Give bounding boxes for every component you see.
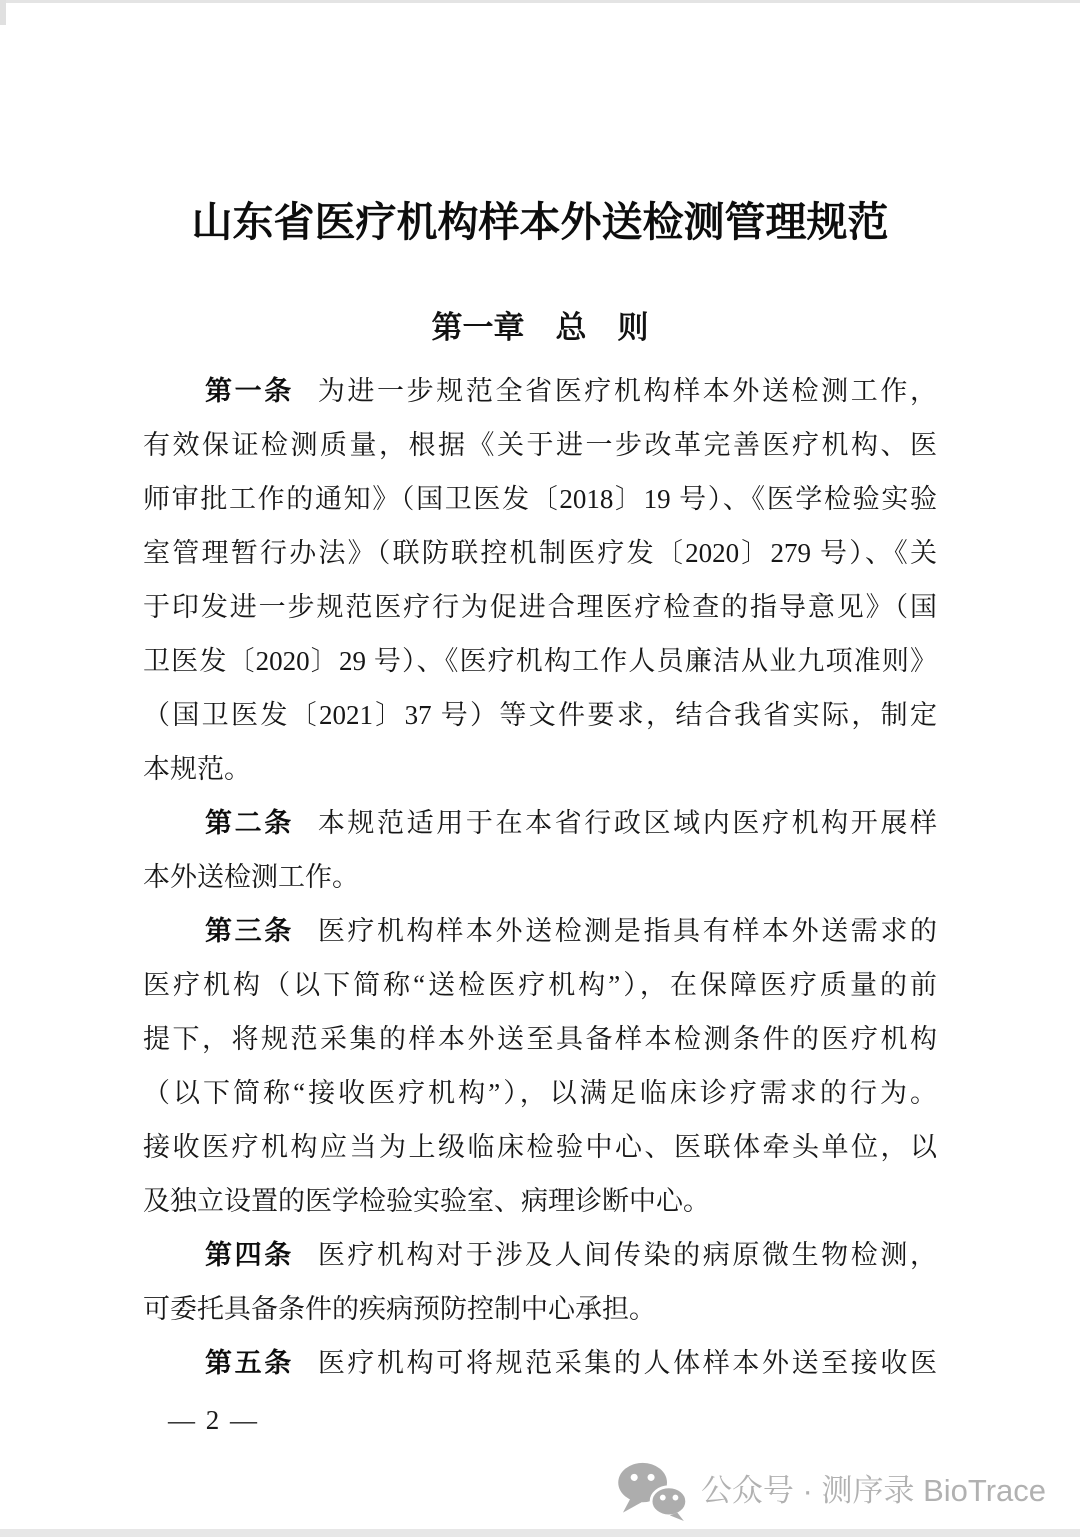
body-line: [143, 1066, 937, 1120]
body-line: [143, 1228, 937, 1282]
top-edge-strip: [0, 0, 1080, 3]
wechat-logo-icon: [616, 1461, 688, 1521]
line-text: 接收医疗机构应当为上级临床检验中心、医联体牵头单位，以: [143, 1132, 937, 1162]
body-line: [143, 796, 937, 850]
body-line: [143, 634, 937, 688]
body-line: [143, 688, 937, 742]
line-text: 为进一步规范全省医疗机构样本外送检测工作，: [317, 376, 937, 406]
body-line: [143, 958, 937, 1012]
line-text: 本外送检测工作。: [143, 862, 359, 892]
watermark-label: 公众号 · 测序录 BioTrace: [700, 1473, 1046, 1508]
article-number: 第三条: [205, 916, 294, 946]
body-line: [143, 1336, 937, 1390]
document-body: [143, 364, 937, 1390]
line-text: 本规范。: [143, 754, 251, 784]
line-text: 可委托具备条件的疾病预防控制中心承担。: [143, 1294, 656, 1324]
watermark: [616, 1461, 1046, 1521]
body-line: [143, 418, 937, 472]
bottom-edge-strip: [0, 1529, 1080, 1537]
line-text: 室管理暂行办法》（联防联控机制医疗发〔2020〕279 号）、《关: [143, 538, 937, 568]
body-line: [143, 472, 937, 526]
line-text: 有效保证检测质量，根据《关于进一步改革完善医疗机构、医: [143, 430, 937, 460]
body-line: [143, 1012, 937, 1066]
line-text: （以下简称“接收医疗机构”），以满足临床诊疗需求的行为。: [143, 1078, 937, 1108]
line-text: 本规范适用于在本省行政区域内医疗机构开展样: [317, 808, 937, 838]
line-text: 及独立设置的医学检验实验室、病理诊断中心。: [143, 1186, 710, 1216]
line-text: 于印发进一步规范医疗行为促进合理医疗检查的指导意见》（国: [143, 592, 937, 622]
body-line: [143, 904, 937, 958]
body-line: [143, 580, 937, 634]
article-number: 第四条: [205, 1240, 294, 1270]
body-line: [143, 850, 937, 904]
body-line: [143, 364, 937, 418]
body-line: [143, 526, 937, 580]
line-text: （国卫医发〔2021〕37 号）等文件要求，结合我省实际，制定: [143, 700, 937, 730]
line-text: 师审批工作的通知》（国卫医发〔2018〕19 号）、《医学检验实验: [143, 484, 937, 514]
article-number: 第二条: [205, 808, 294, 838]
line-text: 医疗机构可将规范采集的人体样本外送至接收医: [317, 1348, 937, 1378]
body-line: [143, 1174, 937, 1228]
article-number: 第五条: [205, 1348, 294, 1378]
line-text: 医疗机构（以下简称“送检医疗机构”），在保障医疗质量的前: [143, 970, 937, 1000]
line-text: 医疗机构对于涉及人间传染的病原微生物检测，: [317, 1240, 937, 1270]
line-text: 卫医发〔2020〕29 号）、《医疗机构工作人员廉洁从业九项准则》: [143, 646, 937, 676]
line-text: 医疗机构样本外送检测是指具有样本外送需求的: [317, 916, 937, 946]
line-text: 提下，将规范采集的样本外送至具备样本检测条件的医疗机构: [143, 1024, 937, 1054]
chapter-heading: 第一章 总 则: [431, 310, 649, 345]
body-line: [143, 1120, 937, 1174]
document-title: 山东省医疗机构样本外送检测管理规范: [191, 199, 889, 245]
article-number: 第一条: [205, 376, 294, 406]
body-line: [143, 1282, 937, 1336]
page-number: — 2 —: [168, 1405, 259, 1435]
body-line: [143, 742, 937, 796]
top-left-edge-notch: [0, 0, 6, 25]
